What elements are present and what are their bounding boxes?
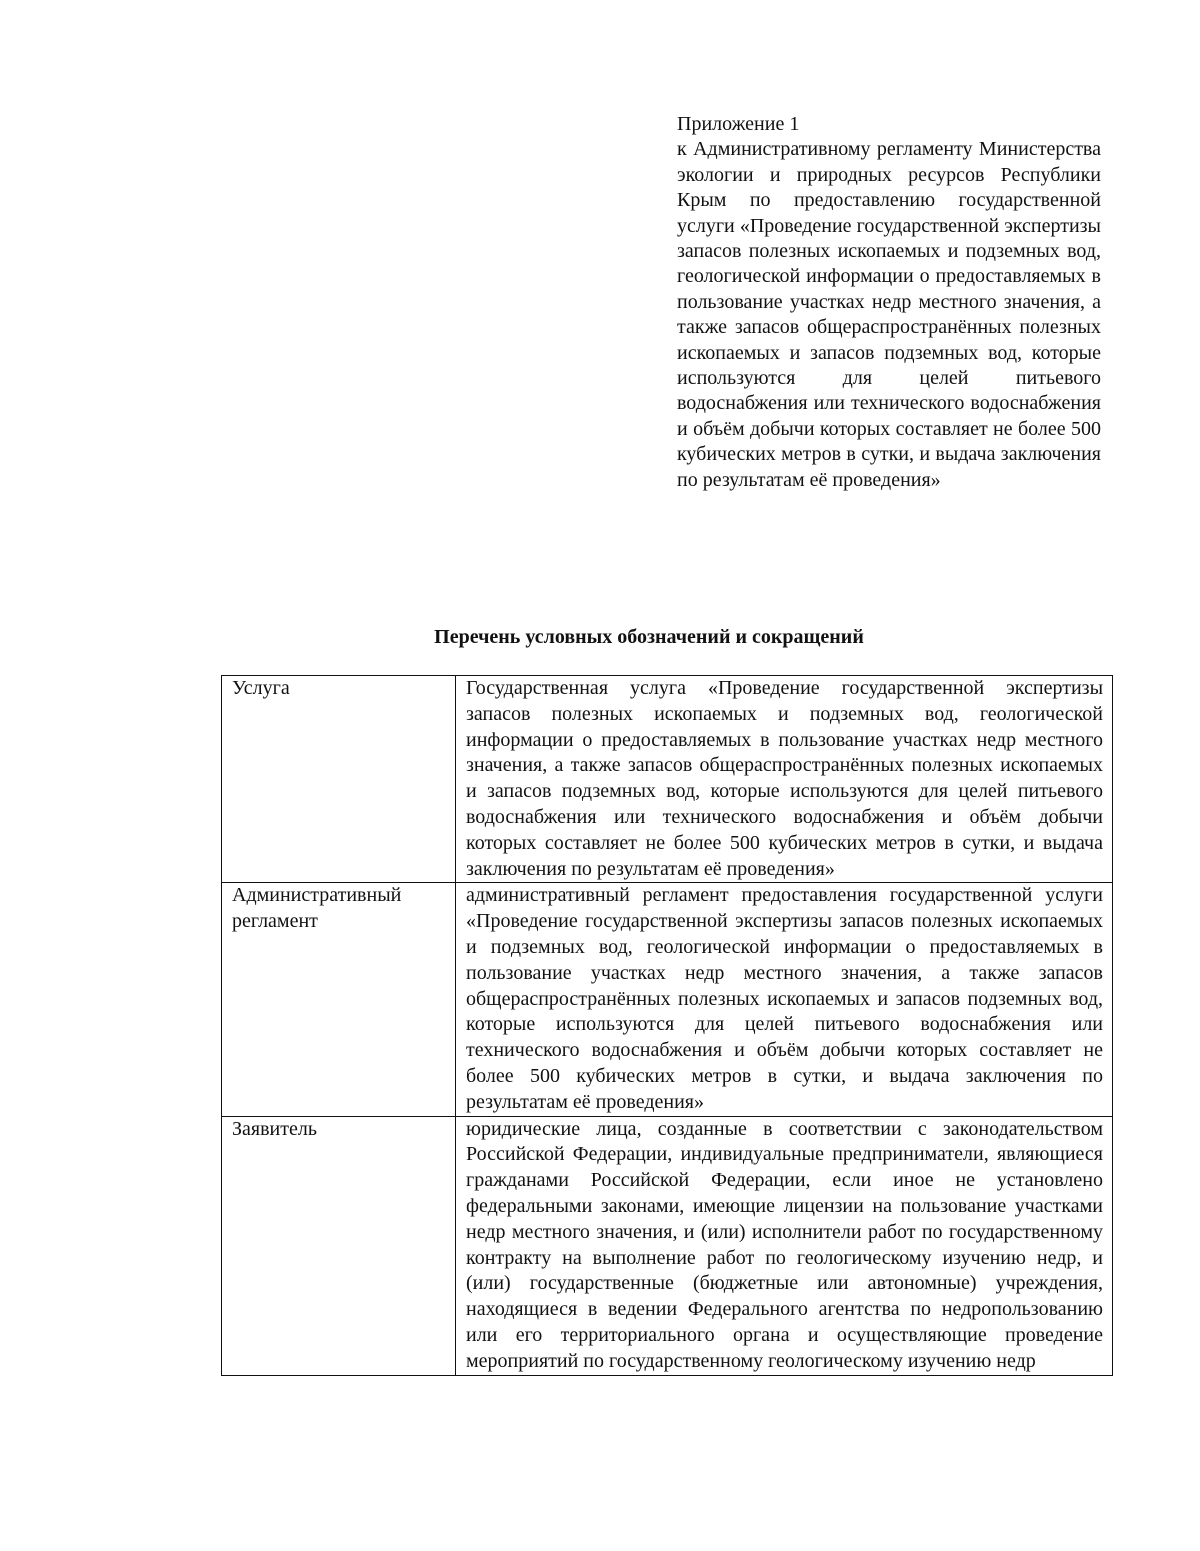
- appendix-number: Приложение 1: [677, 113, 800, 135]
- term-cell: Административный регламент: [222, 883, 456, 1116]
- abbreviations-table: [221, 675, 1113, 1376]
- term-cell: Услуга: [222, 676, 456, 883]
- table-row: [222, 676, 1113, 883]
- term-cell: Заявитель: [222, 1116, 456, 1375]
- appendix-reference: к Административному регламенту Министерства экологии и природных ресурсов Республики Крым по предоставлению государственной услуги «Проведение государственной экспертизы запасов полезных ископаемых и подземных вод, геологической информации о предоставляемых в пользование участках недр местного значения, а также запасов общераспространённых полезных ископаемых и запасов подземных вод, которые используются для целей питьевого водоснабжения или технического водоснабжения и объём добычи которых составляет не более 500 кубических метров в сутки, и выдача заключения по результатам её проведения»: [677, 138, 1101, 491]
- table-row: [222, 1116, 1113, 1375]
- document-title: [0, 624, 1200, 650]
- table-row: [222, 883, 1113, 1116]
- definition-cell: административный регламент предоставления государственной услуги «Проведение государственной экспертизы запасов полезных ископаемых и подземных вод, геологической информации о предоставляемых в пользование участках недр местного значения, а также запасов общераспространённых полезных ископаемых и запасов подземных вод, которые используются для целей питьевого водоснабжения или технического водоснабжения и объём добычи которых составляет не более 500 кубических метров в сутки, и выдача заключения по результатам её проведения»: [456, 883, 1113, 1116]
- appendix-header: [677, 112, 1101, 493]
- definition-cell: юридические лица, созданные в соответствии с законодательством Российской Федерации, индивидуальные предприниматели, являющиеся гражданами Российской Федерации, если иное не установлено федеральными законами, имеющие лицензии на пользование участками недр местного значения, и (или) исполнители работ по государственному контракту на выполнение работ по геологическому изучению недр, и (или) государственные (бюджетные или автономные) учреждения, находящиеся в ведении Федерального агентства по недропользованию или его территориального органа и осуществляющие проведение мероприятий по государственному геологическому изучению недр: [456, 1116, 1113, 1375]
- document-title-text: Перечень условных обозначений и сокращений: [434, 626, 864, 648]
- definition-cell: Государственная услуга «Проведение государственной экспертизы запасов полезных ископаемых и подземных вод, геологической информации о предоставляемых в пользование участках недр местного значения, а также запасов общераспространённых полезных ископаемых и запасов подземных вод, которые используются для целей питьевого водоснабжения или технического водоснабжения и объём добычи которых составляет не более 500 кубических метров в сутки, и выдача заключения по результатам её проведения»: [456, 676, 1113, 883]
